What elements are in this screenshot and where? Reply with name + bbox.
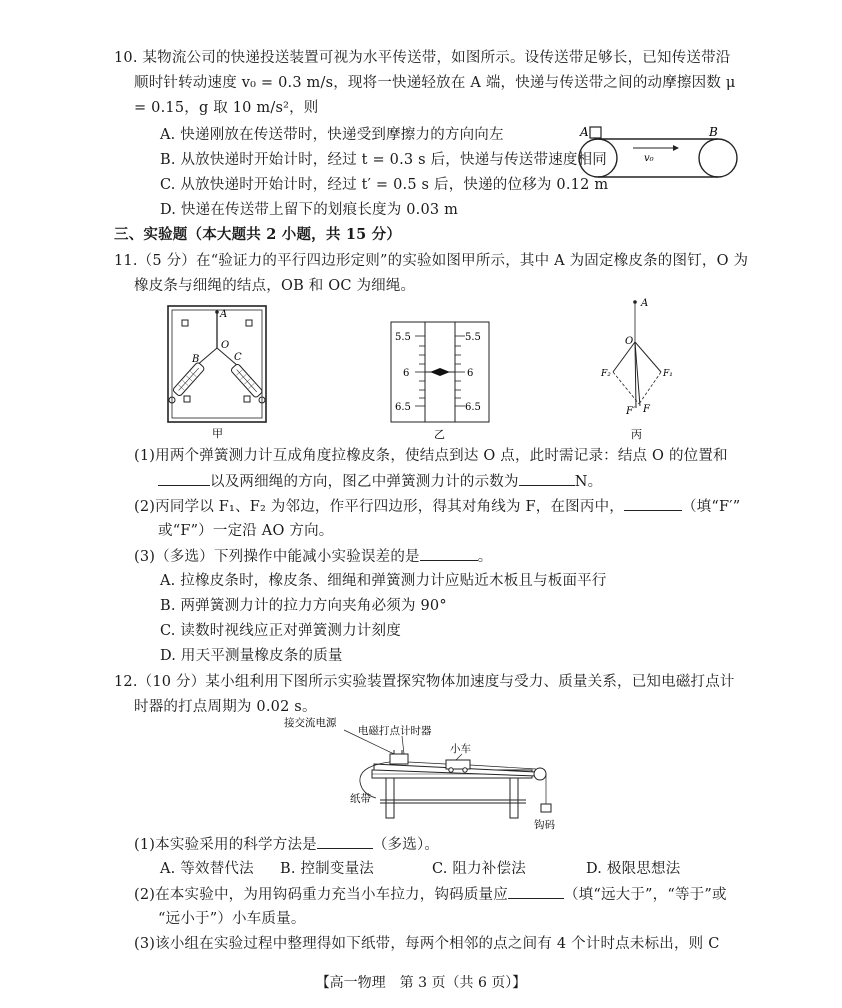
jia-label-c: C <box>234 352 242 363</box>
q12-option-c: C. 阻力补偿法 <box>432 861 526 877</box>
q11-sub1-line2 <box>158 471 602 492</box>
q12-sub2-line2: “远小于”）小车质量。 <box>158 911 306 927</box>
q11-sub2-end: （填“F′” <box>681 499 741 515</box>
figure-jia-caption: 甲 <box>212 427 223 440</box>
q11-option-c: C. 读数时视线应正对弹簧测力计刻度 <box>160 623 401 639</box>
q10-option-c: C. 从放快递时开始计时，经过 t′ = 0.5 s 后，快递的位移为 0.12 m <box>160 177 609 193</box>
q12-blank-1[interactable] <box>317 834 373 849</box>
q11-sub2-pre: (2)丙同学以 F₁、F₂ 为邻边，作平行四边形，得其对角线为 F，在图丙中， <box>134 499 624 515</box>
q12-sub2-end: （填“远大于”，“等于”或 <box>563 887 727 903</box>
q11-sub1-line1: (1)用两个弹簧测力计互成角度拉橡皮条，使结点到达 O 点，此时需记录：结点 O 的位置和 <box>134 448 728 464</box>
yi-scale-right-55: 5.5 <box>465 332 481 343</box>
q12-sub1-pre: (1)本实验采用的科学方法是 <box>134 837 317 853</box>
bing-label-a: A <box>641 298 649 309</box>
yi-scale-left-65: 6.5 <box>395 402 411 413</box>
q10-option-d: D. 快递在传送带上留下的划痕长度为 0.03 m <box>160 202 459 218</box>
q11-sub3-line <box>134 546 492 567</box>
q11-blank-1[interactable] <box>158 471 210 486</box>
q12-sub1-end: （多选）。 <box>372 837 440 853</box>
figure-bing <box>595 296 685 442</box>
q12-sub2-pre: (2)在本实验中，为用钩码重力充当小车拉力，钩码质量应 <box>134 887 508 903</box>
label-cart: 小车 <box>450 743 471 755</box>
yi-scale-left-6: 6 <box>403 368 410 379</box>
apparatus-figure <box>284 712 574 830</box>
conveyor-belt-figure <box>578 120 738 182</box>
q12-option-d: D. 极限思想法 <box>586 861 681 877</box>
q11-sub3-pre: (3)（多选）下列操作中能减小实验误差的是 <box>134 549 420 565</box>
q11-option-d: D. 用天平测量橡皮条的质量 <box>160 648 343 664</box>
page-footer: 【高一物理 第 3 页（共 6 页）】 <box>315 975 527 991</box>
belt-label-b: B <box>709 125 718 139</box>
bing-label-f1: F₁ <box>663 369 673 379</box>
q11-sub2-line2: 或“F”）一定沿 AO 方向。 <box>158 523 334 539</box>
bing-label-o: O <box>625 336 634 347</box>
q12-sub1-line <box>134 834 439 855</box>
q11-option-a: A. 拉橡皮条时，橡皮条、细绳和弹簧测力计应贴近木板且与板面平行 <box>160 573 607 589</box>
q10-option-b: B. 从放快递时开始计时，经过 t = 0.3 s 后，快递与传送带速度相同 <box>160 152 607 168</box>
q10-option-a: A. 快递刚放在传送带时，快递受到摩擦力的方向向左 <box>160 127 504 143</box>
jia-label-b: B <box>192 354 200 365</box>
q12-line1: 12.（10 分）某小组利用下图所示实验装置探究物体加速度与受力、质量关系，已知电磁打点计 <box>114 674 735 690</box>
figure-jia <box>160 300 275 440</box>
label-tape: 纸带 <box>350 793 371 805</box>
yi-scale-right-65: 6.5 <box>465 402 481 413</box>
q11-blank-4[interactable] <box>420 546 478 561</box>
q12-sub2-line1 <box>134 884 727 905</box>
q11-line1: 11.（5 分）在“验证力的平行四边形定则”的实验如图甲所示，其中 A 为固定橡皮条的图钉，O 为 <box>114 253 749 269</box>
q12-option-a: A. 等效替代法 <box>160 861 254 877</box>
q10-line1: 10. 某物流公司的快递投送装置可视为水平传送带，如图所示。设传送带足够长，已知传送带沿 <box>114 50 731 66</box>
section-title: 三、实验题（本大题共 2 小题，共 15 分） <box>114 226 402 243</box>
jia-label-o: O <box>221 340 230 351</box>
q11-blank-3[interactable] <box>624 496 682 511</box>
bing-label-f: F <box>643 404 650 415</box>
q12-line2: 时器的打点周期为 0.02 s。 <box>134 699 317 715</box>
belt-label-a: A <box>580 125 589 139</box>
q11-sub2-line1 <box>134 496 740 517</box>
bing-label-f2: F₂ <box>601 369 611 379</box>
bing-label-fprime: F′ <box>626 406 636 417</box>
belt-label-v0: v₀ <box>644 153 654 164</box>
q12-blank-2[interactable] <box>508 884 564 899</box>
q10-line2: 顺时针转动速度 v₀ = 0.3 m/s，现将一快递轻放在 A 端，快递与传送带之间的动摩擦因数 μ <box>134 75 736 91</box>
label-power: 接交流电源 <box>284 717 337 729</box>
figure-yi-caption: 乙 <box>434 428 445 441</box>
q11-sub1-end: N。 <box>574 474 603 490</box>
q12-sub3-line: (3)该小组在实验过程中整理得如下纸带，每两个相邻的点之间有 4 个计时点未标出，则 C <box>134 936 720 952</box>
jia-label-a: A <box>220 309 228 320</box>
q11-sub3-end: 。 <box>477 549 493 565</box>
label-timer: 电磁打点计时器 <box>358 725 432 737</box>
q11-blank-2[interactable] <box>519 471 575 486</box>
label-weight: 钩码 <box>534 819 555 830</box>
q12-option-b: B. 控制变量法 <box>280 861 374 877</box>
figure-bing-caption: 丙 <box>631 428 642 441</box>
q11-line2: 橡皮条与细绳的结点，OB 和 OC 为细绳。 <box>134 278 416 294</box>
q11-option-b: B. 两弹簧测力计的拉力方向夹角必须为 90° <box>160 598 447 614</box>
figure-yi <box>385 318 495 442</box>
yi-scale-left-55: 5.5 <box>395 332 411 343</box>
yi-scale-right-6: 6 <box>467 368 474 379</box>
q10-line3: = 0.15，g 取 10 m/s²，则 <box>134 100 319 116</box>
q11-sub1-mid: 以及两细绳的方向，图乙中弹簧测力计的示数为 <box>210 474 519 490</box>
